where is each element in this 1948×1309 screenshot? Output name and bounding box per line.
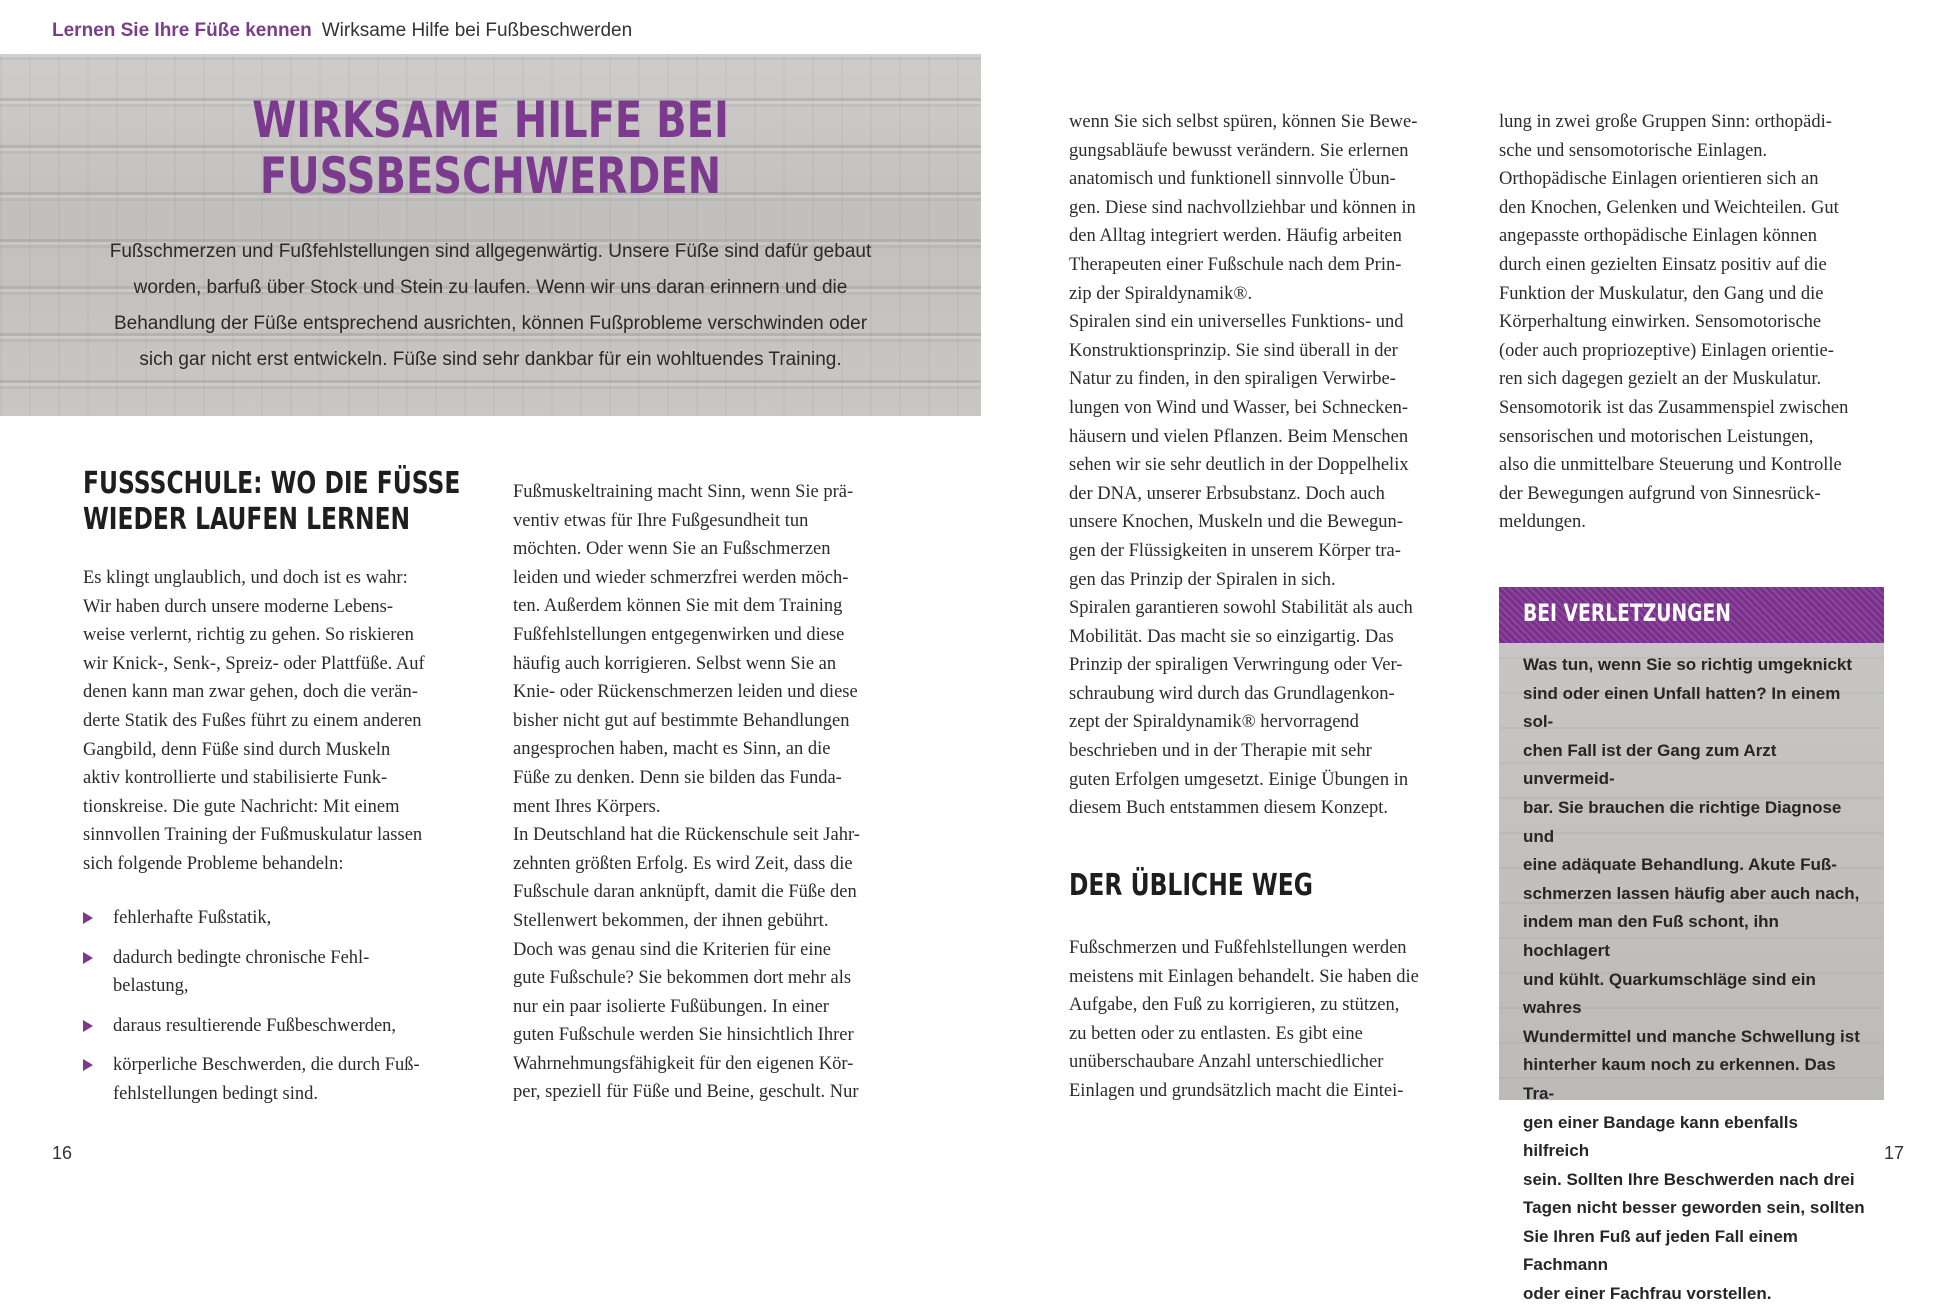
text-line: Füße zu denken. Denn sie bilden das Funda-	[513, 767, 842, 788]
text-line: Fußschmerzen und Fußfehlstellungen werden	[1069, 938, 1407, 958]
text-line: denen kann man zwar gehen, doch die verän-	[83, 682, 418, 703]
text-line: Funktion der Muskulatur, den Gang und die	[1499, 283, 1824, 304]
hero-title-line: WIRKSAME HILFE BEI	[252, 91, 729, 149]
bullet-list	[83, 904, 473, 1120]
box-text-line: chen Fall ist der Gang zum Arzt unvermeid-	[1523, 740, 1777, 789]
hero-title-line: FUSSBESCHWERDEN	[259, 147, 722, 205]
text-line: sinnvollen Training der Fußmuskulatur lassen	[83, 825, 423, 846]
bullet-line: körperliche Beschwerden, die durch Fuß-	[113, 1055, 420, 1076]
box-text-line: Wundermittel und manche Schwellung ist	[1523, 1026, 1860, 1046]
text-line: leiden und wieder schmerzfrei werden möch-	[513, 567, 849, 588]
box-text-line: oder einer Fachfrau vorstellen.	[1523, 1284, 1772, 1304]
text-line: sehen wir sie sehr deutlich in der Doppelhelix	[1069, 455, 1409, 476]
text-line: wenn Sie sich selbst spüren, können Sie Bewe-	[1069, 112, 1418, 132]
text-line: Fußfehlstellungen entgegenwirken und diese	[513, 624, 845, 645]
text-line: den Alltag integriert werden. Häufig arbeiten	[1069, 226, 1402, 247]
bullet-item	[83, 944, 473, 1001]
text-line: Fußschule daran anknüpft, damit die Füße den	[513, 882, 857, 903]
page-number-left: 16	[52, 1143, 73, 1163]
bullet-line: belastung,	[113, 976, 189, 997]
text-line: also die unmittelbare Steuerung und Kontrolle	[1499, 455, 1842, 476]
text-line: der Bewegungen aufgrund von Sinnesrück-	[1499, 483, 1821, 504]
text-line: guten Erfolgen umgesetzt. Einige Übungen in	[1069, 769, 1409, 790]
text-line: der DNA, unserer Erbsubstanz. Doch auch	[1069, 483, 1385, 504]
hero-intro	[85, 234, 896, 378]
text-line: unüberschaubare Anzahl unterschiedlicher	[1069, 1052, 1384, 1073]
box-text-line: Tagen nicht besser geworden sein, sollten	[1523, 1198, 1865, 1218]
text-line: aktiv kontrollierte und stabilisierte Funk-	[83, 768, 388, 789]
text-line: In Deutschland hat die Rückenschule seit Jahr-	[513, 825, 860, 846]
triangle-bullet-icon	[83, 952, 93, 964]
column-3b-text	[1069, 934, 1469, 1106]
box-text-line: gen einer Bandage kann ebenfalls hilfreich	[1523, 1112, 1798, 1161]
text-line: derte Statik des Fußes führt zu einem anderen	[83, 710, 422, 731]
triangle-bullet-icon	[83, 912, 93, 924]
text-line: möchten. Oder wenn Sie an Fußschmerzen	[513, 539, 831, 560]
text-line: Gangbild, denn Füße sind durch Muskeln	[83, 739, 391, 760]
text-line: zept der Spiraldynamik® hervorragend	[1069, 712, 1359, 733]
text-line: angepasste orthopädische Einlagen können	[1499, 226, 1817, 247]
box-text-line: bar. Sie brauchen die richtige Diagnose und	[1523, 797, 1842, 846]
text-line: ren sich dagegen gezielt an der Muskulatur.	[1499, 369, 1822, 390]
text-line: per, speziell für Füße und Beine, geschult. Nur	[513, 1082, 859, 1103]
text-line: anatomisch und funktionell sinnvolle Übun-	[1069, 169, 1396, 190]
text-line: weise verlernt, richtig zu gehen. So riskieren	[83, 625, 414, 646]
hero-title	[98, 92, 883, 204]
text-line: lung in zwei große Gruppen Sinn: orthopädi-	[1499, 112, 1832, 132]
text-line: Konstruktionsprinzip. Sie sind überall in der	[1069, 340, 1398, 361]
triangle-bullet-icon	[83, 1020, 93, 1032]
bullet-line: fehlerhafte Fußstatik,	[113, 908, 272, 928]
info-box-header	[1499, 587, 1884, 643]
box-text-line: sind oder einen Unfall hatten? In einem sol-	[1523, 683, 1841, 732]
text-line: ventiv etwas für Ihre Fußgesundheit tun	[513, 510, 809, 531]
text-line: zehnten größten Erfolg. Es wird Zeit, dass die	[513, 853, 853, 874]
hero-banner	[0, 54, 981, 416]
text-line: Wahrnehmungsfähigkeit für den eigenen Kör-	[513, 1053, 854, 1074]
text-line: nur ein paar isolierte Fußübungen. In einer	[513, 996, 829, 1017]
text-line: häusern und vielen Pflanzen. Beim Menschen	[1069, 426, 1409, 447]
text-line: sensorischen und motorischen Leistungen,	[1499, 426, 1814, 447]
text-line: Es klingt unglaublich, und doch ist es wahr:	[83, 568, 408, 588]
text-line: (oder auch propriozeptive) Einlagen orientie-	[1499, 340, 1834, 361]
text-line: Prinzip der spiraligen Verwringung oder Ver-	[1069, 655, 1403, 676]
text-line: zu betten oder zu entlasten. Es gibt eine	[1069, 1023, 1363, 1044]
text-line: meistens mit Einlagen behandelt. Sie haben die	[1069, 966, 1419, 987]
text-line: Orthopädische Einlagen orientieren sich an	[1499, 169, 1819, 190]
page-number-right: 17	[1884, 1143, 1905, 1163]
column-4-text	[1499, 108, 1899, 537]
box-text-line: hinterher kaum noch zu erkennen. Das Tra-	[1523, 1055, 1836, 1103]
hero-intro-line: Fußschmerzen und Fußfehlstellungen sind allgegenwärtig. Unsere Füße sind dafür gebaut	[109, 241, 872, 262]
text-line: Fußmuskeltraining macht Sinn, wenn Sie prä-	[513, 482, 854, 502]
running-head	[52, 20, 632, 42]
triangle-bullet-icon	[83, 1059, 93, 1071]
column-3-text	[1069, 108, 1469, 823]
bullet-item	[83, 1051, 473, 1108]
text-line: ment Ihres Körpers.	[513, 796, 661, 817]
box-text-line: schmerzen lassen häufig aber auch nach,	[1523, 883, 1860, 903]
info-box-title: BEI VERLETZUNGEN	[1523, 599, 1731, 627]
text-line: Natur zu finden, in den spiraligen Verwirbe-	[1069, 369, 1396, 390]
text-line: gen das Prinzip der Spiralen in sich.	[1069, 569, 1336, 590]
box-text-line: indem man den Fuß schont, ihn hochlagert	[1523, 912, 1779, 960]
text-line: Stellenwert bekommen, der ihnen gebührt.	[513, 910, 829, 931]
hero-intro-line: worden, barfuß über Stock und Stein zu laufen. Wenn wir uns daran erinnern und die	[133, 277, 848, 298]
text-line: diesem Buch entstammen diesem Konzept.	[1069, 798, 1389, 819]
text-line: Spiralen garantieren sowohl Stabilität als auch	[1069, 598, 1413, 619]
column-1-text	[83, 564, 473, 879]
text-line: Spiralen sind ein universelles Funktions- und	[1069, 312, 1404, 333]
text-line: Aufgabe, den Fuß zu korrigieren, zu stützen,	[1069, 995, 1400, 1016]
info-box-verletzungen	[1499, 587, 1884, 1304]
text-line: Mobilität. Das macht sie so einzigartig. Das	[1069, 626, 1394, 647]
text-line: tionskreise. Die gute Nachricht: Mit einem	[83, 796, 400, 817]
running-head-title: Wirksame Hilfe bei Fußbeschwerden	[321, 20, 633, 41]
text-line: sche und sensomotorische Einlagen.	[1499, 140, 1768, 161]
text-line: Therapeuten einer Fußschule nach dem Prin-	[1069, 254, 1402, 275]
heading-line: WIEDER LAUFEN LERNEN	[83, 502, 411, 537]
bullet-item	[83, 1012, 473, 1041]
text-line: lungen von Wind und Wasser, bei Schnecken-	[1069, 397, 1409, 418]
box-text-line: sein. Sollten Ihre Beschwerden nach drei	[1523, 1169, 1855, 1189]
text-line: den Knochen, Gelenken und Weichteilen. Gut	[1499, 197, 1839, 218]
info-box-text	[1523, 651, 1868, 1309]
text-line: angesprochen haben, macht es Sinn, an die	[513, 739, 831, 760]
text-line: Körperhaltung einwirken. Sensomotorische	[1499, 312, 1822, 333]
hero-intro-line: Behandlung der Füße entsprechend ausrichten, können Fußprobleme verschwinden oder	[113, 313, 868, 334]
text-line: beschrieben und in der Therapie mit sehr	[1069, 741, 1372, 762]
hero-intro-line: sich gar nicht erst entwickeln. Füße sind sehr dankbar für ein wohltuendes Training.	[139, 349, 842, 370]
box-text-line: Sie Ihren Fuß auf jeden Fall einem Fachmann	[1523, 1226, 1798, 1275]
text-line: Knie- oder Rückenschmerzen leiden und diese	[513, 682, 858, 703]
text-line: gute Fußschule? Sie bekommen dort mehr als	[513, 968, 852, 989]
bullet-line: fehlstellungen bedingt sind.	[113, 1083, 319, 1104]
text-line: meldungen.	[1499, 512, 1586, 533]
text-line: schraubung wird durch das Grundlagenkon-	[1069, 683, 1395, 704]
box-text-line: eine adäquate Behandlung. Akute Fuß-	[1523, 855, 1837, 875]
text-line: gen der Flüssigkeiten in unserem Körper tra-	[1069, 540, 1401, 561]
bullet-item	[83, 904, 473, 933]
text-line: bisher nicht gut auf bestimmte Behandlungen	[513, 710, 850, 731]
text-line: zip der Spiraldynamik®.	[1069, 283, 1253, 304]
text-line: ten. Außerdem können Sie mit dem Training	[513, 596, 843, 617]
text-line: Doch was genau sind die Kriterien für eine	[513, 939, 831, 960]
bullet-line: dadurch bedingte chronische Fehl-	[113, 947, 370, 968]
heading-line: FUSSSCHULE: WO DIE FÜSSE	[83, 466, 461, 501]
text-line: sich folgende Probleme behandeln:	[83, 853, 344, 874]
text-line: durch einen gezielten Einsatz positiv auf die	[1499, 254, 1827, 275]
text-line: guten Fußschule werden Sie hinsichtlich Ihrer	[513, 1025, 854, 1046]
text-line: Einlagen und grundsätzlich macht die Eintei-	[1069, 1080, 1404, 1101]
text-line: Sensomotorik ist das Zusammenspiel zwischen	[1499, 397, 1849, 418]
bullet-line: daraus resultierende Fußbeschwerden,	[113, 1015, 397, 1036]
section-heading-der-uebliche-weg: DER ÜBLICHE WEG	[1069, 868, 1313, 903]
text-line: gen. Diese sind nachvollziehbar und können in	[1069, 197, 1416, 218]
text-line: Wir haben durch unsere moderne Lebens-	[83, 596, 394, 617]
column-2-text	[513, 478, 913, 1107]
section-heading-fussschule	[83, 466, 460, 538]
text-line: gungsabläufe bewusst verändern. Sie erlernen	[1069, 140, 1409, 161]
text-line: häufig auch korrigieren. Selbst wenn Sie an	[513, 653, 837, 674]
text-line: unsere Knochen, Muskeln und die Bewegun-	[1069, 512, 1403, 533]
box-text-line: Was tun, wenn Sie so richtig umgeknickt	[1523, 655, 1853, 674]
box-text-line: und kühlt. Quarkumschläge sind ein wahres	[1523, 969, 1816, 1018]
running-head-section: Lernen Sie Ihre Füße kennen	[52, 20, 312, 41]
text-line: wir Knick-, Senk-, Spreiz- oder Plattfüße. Auf	[83, 653, 425, 674]
